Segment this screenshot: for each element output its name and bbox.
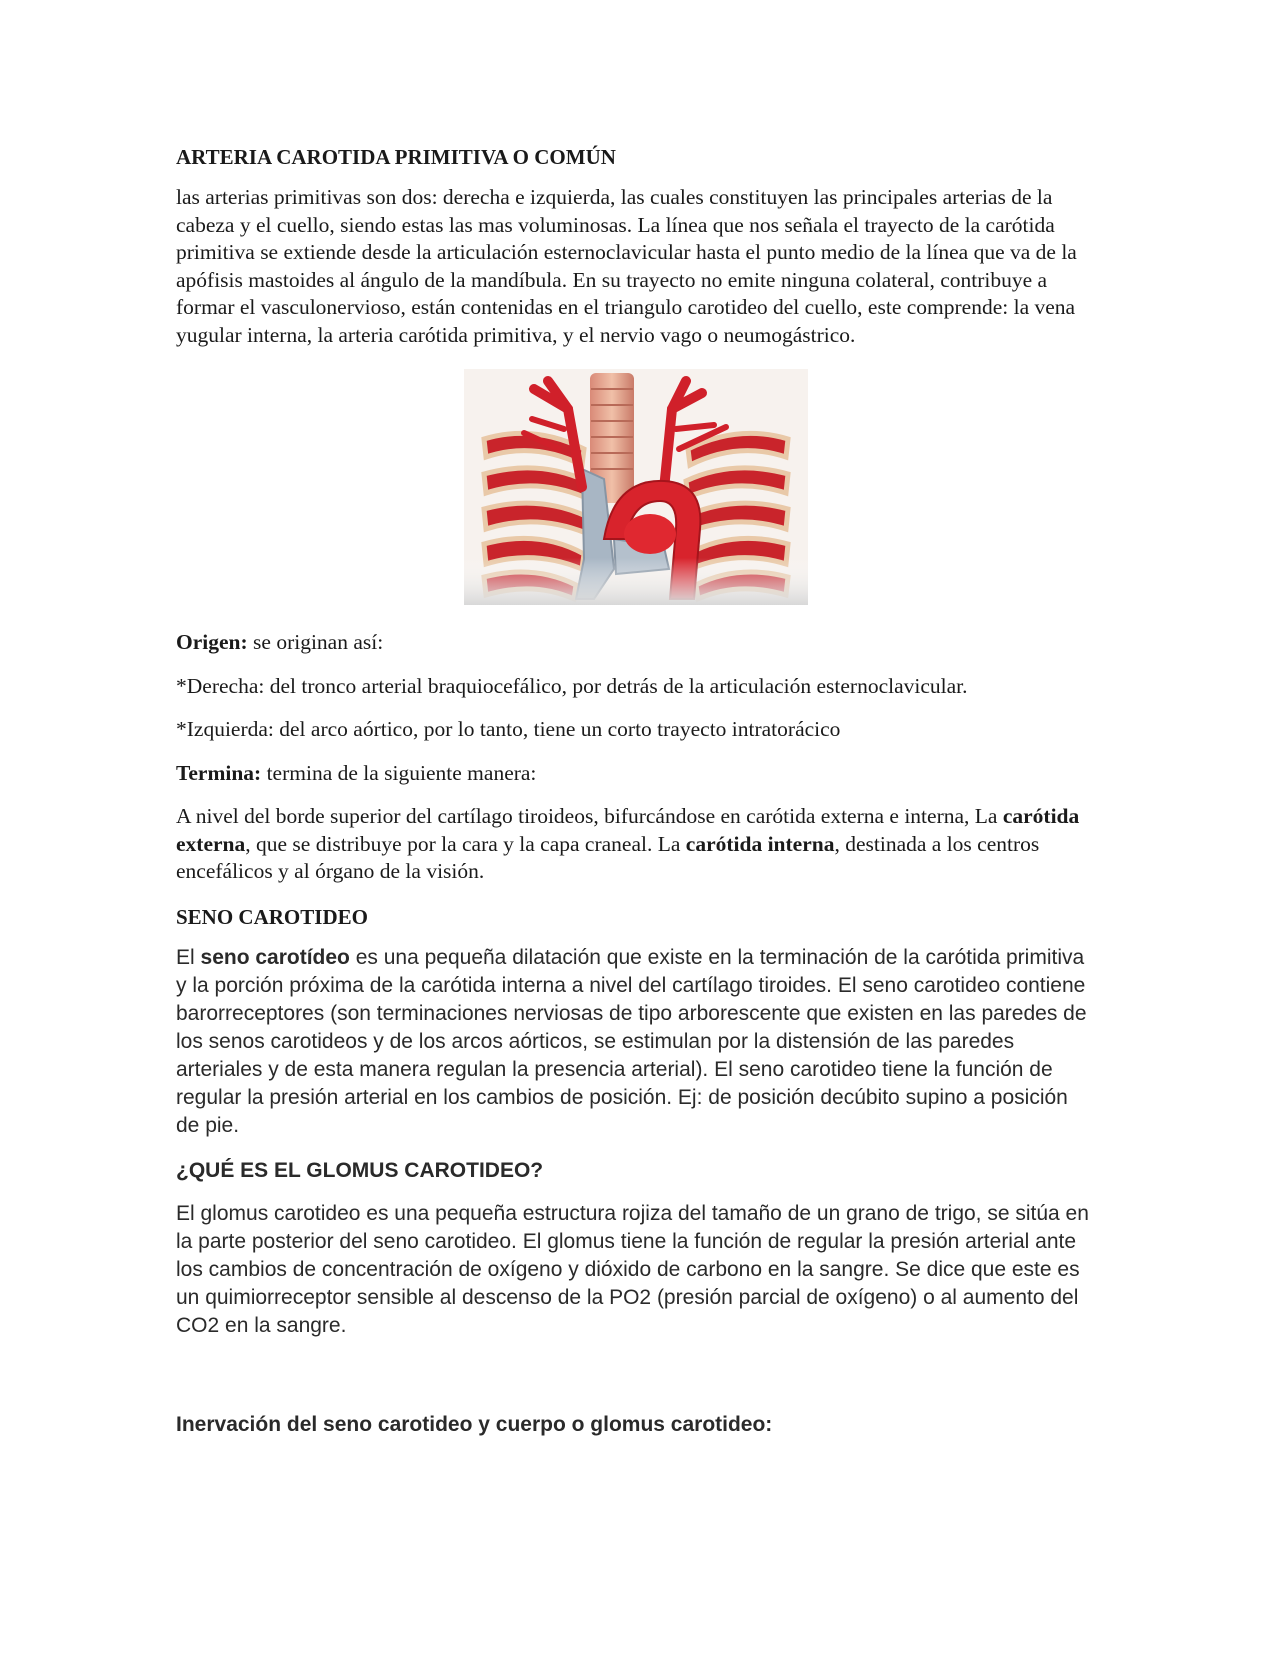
origin-text: se originan así: — [247, 630, 384, 654]
termina-p-start: A nivel del borde superior del cartílago tiroideos, bifurcándose en carótida externa e interna, La — [176, 804, 1003, 828]
carotid-anatomy-illustration — [464, 369, 808, 605]
origin-label: Origen: — [176, 630, 248, 654]
termina-text: termina de la siguiente manera: — [261, 760, 537, 785]
origin-heading — [176, 629, 1096, 657]
termina-label: Termina: — [176, 760, 262, 785]
carotida-externa-label: carótida externa — [176, 804, 1080, 856]
section-title-inervacion: Inervación del seno carotideo y cuerpo o glomus carotideo: — [176, 1412, 773, 1436]
seno-p-start: El — [176, 945, 201, 969]
seno-p-rest: es una pequeña dilatación que existe en la terminación de la carótida primitiva y la porción próxima de la carótida interna a nivel del cartílago tiroides. El seno carotideo contiene barorreceptores (son terminaciones nerviosas de tipo arborescente que existen en las paredes de los senos carotideos y de los arcos aórticos, se estimulan por la distensión de las paredes arteriales y de esta manera regulan la presencia arterial). El seno carotideo tiene la función de regular la presión arterial en los cambios de posición. Ej: de posición decúbito supino a posición de pie. — [176, 945, 1087, 1137]
origin-right: *Derecha: del tronco arterial braquiocefálico, por detrás de la articulación esternoclavicular. — [176, 673, 968, 698]
section-title-glomus: ¿QUÉ ES EL GLOMUS CAROTIDEO? — [176, 1158, 544, 1182]
figure-container — [176, 369, 1096, 605]
section-title-seno: SENO CAROTIDEO — [176, 904, 368, 929]
carotida-interna-label: carótida interna — [685, 831, 835, 856]
spacer — [176, 1356, 1096, 1410]
termina-p-end: , destinada a los centros encefálicos y al órgano de la visión. — [176, 831, 1040, 883]
termina-p-mid: , que se distribuye por la cara y la capa craneal. La — [245, 831, 686, 856]
intro-paragraph: las arterias primitivas son dos: derecha e izquierda, las cuales constituyen las principales arterias de la cabeza y el cuello, siendo estas las mas voluminosas. La línea que nos señala el trayecto de la carótida primitiva se extiende desde la articulación esternoclavicular hasta el punto medio de la línea que va de la apófisis mastoides al ángulo de la mandíbula. En su trayecto no emite ninguna colateral, contribuye a formar el vasculonervioso, están contenidas en el triangulo carotideo del cuello, este comprende: la vena yugular interna, la arteria carótida primitiva, y el nervio vago o neumogástrico. — [176, 185, 1077, 347]
origin-left: *Izquierda: del arco aórtico, por lo tanto, tiene un corto trayecto intratorácico — [176, 717, 841, 741]
document-page — [176, 142, 1096, 1454]
termina-heading — [176, 760, 1096, 788]
seno-paragraph — [176, 944, 1096, 1140]
seno-bold: seno carotídeo — [200, 945, 350, 969]
termina-paragraph — [176, 803, 1096, 886]
section-title-carotida: ARTERIA CAROTIDA PRIMITIVA O COMÚN — [176, 145, 616, 169]
glomus-paragraph: El glomus carotideo es una pequeña estructura rojiza del tamaño de un grano de trigo, se sitúa en la parte posterior del seno carotideo. El glomus tiene la función de regular la presión arterial ante los cambios de concentración de oxígeno y dióxido de carbono en la sangre. Se dice que este es un quimiorreceptor sensible al descenso de la PO2 (presión parcial de oxígeno) o al aumento del CO2 en la sangre. — [176, 1201, 1089, 1337]
